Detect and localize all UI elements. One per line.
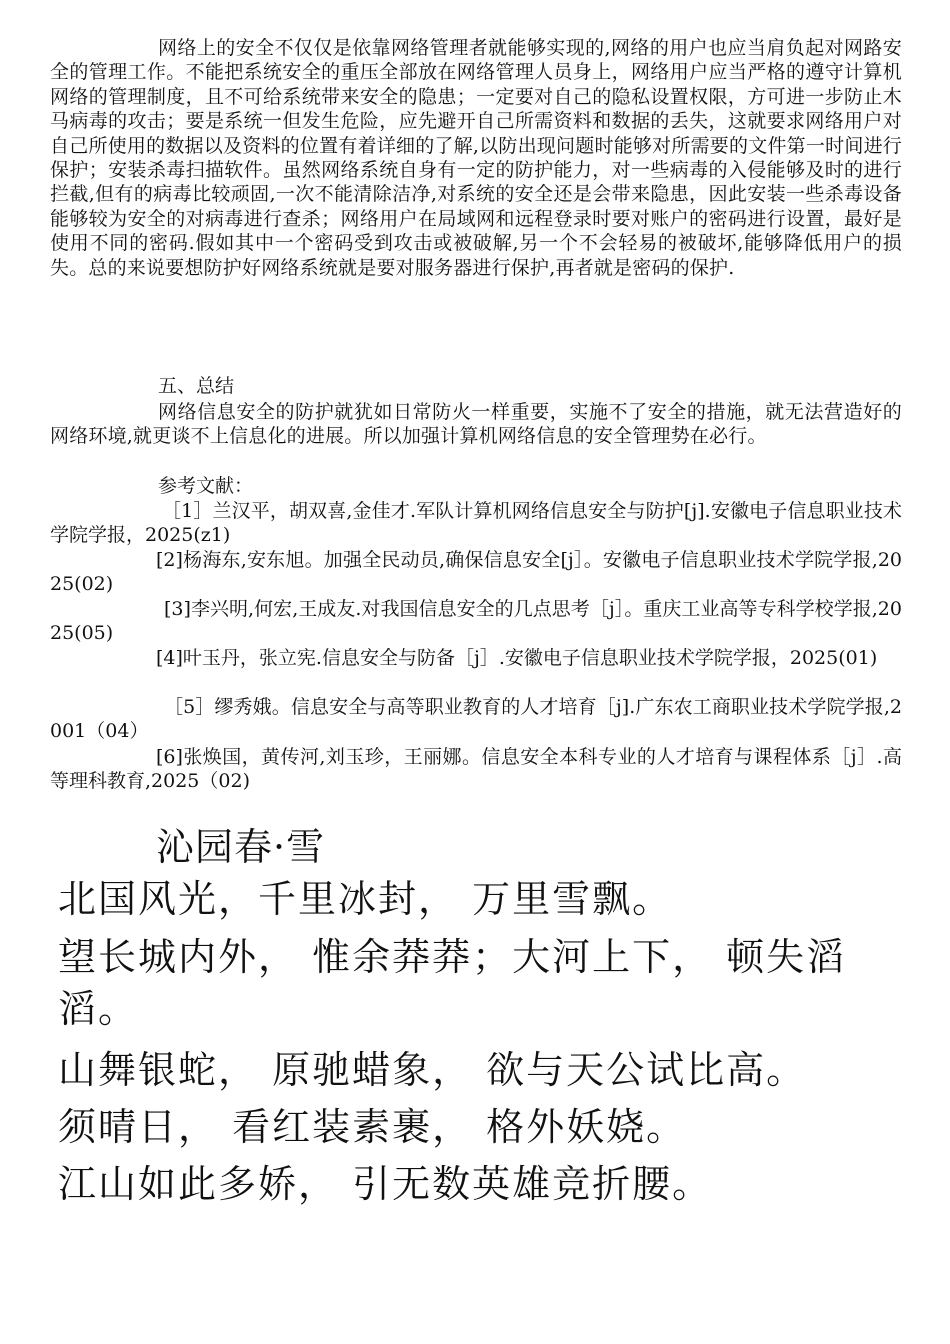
article-paragraph-2: 网络信息安全的防护就犹如日常防火一样重要，实施不了安全的措施，就无法营造好的网络环境,就更谈不上信息化的进展。所以加强计算机网络信息的安全管理势在必行。 (50, 401, 902, 448)
reference-item: ［1］兰汉平，胡双喜,金佳才.军队计算机网络信息安全与防护[j].安徽电子信息职业技术学院学报，2025(z1) (50, 500, 902, 547)
poem-title: 沁园春·雪 (156, 825, 326, 869)
reference-item: ［5］缪秀娥。信息安全与高等职业教育的人才培育［j].广东农工商职业技术学院学报,2001（04） (50, 696, 902, 743)
reference-item: [4]叶玉丹，张立宪.信息安全与防备［j］.安徽电子信息职业技术学院学报，2025(01) (156, 647, 878, 669)
poem-line: 江山如此多娇， 引无数英雄竞折腰。 (58, 1162, 713, 1206)
poem-line: 北国风光，千里冰封， 万里雪飘。 (58, 877, 673, 921)
reference-item: [6]张焕国，黄传河,刘玉珍，王丽娜。信息安全本科专业的人才培育与课程体系［j］.高等理科教育,2025（02) (50, 746, 902, 793)
reference-item: [2]杨海东,安东旭。加强全民动员,确保信息安全[j］。安徽电子信息职业技术学院学报,2025(02) (50, 549, 902, 596)
poem-line: 望长城内外， 惟余莽莽；大河上下， 顿失滔滔。 (58, 935, 847, 1031)
article-paragraph-1: 网络上的安全不仅仅是依靠网络管理者就能够实现的,网络的用户也应当肩负起对网路安全的管理工作。不能把系统安全的重压全部放在网络管理人员身上，网络用户应当严格的遵守计算机网络的管理制度，且不可给系统带来安全的隐患；一定要对自己的隐私设置权限，方可进一步防止木马病毒的攻击；要是系统一但发生危险，应先避开自己所需资料和数据的丢失，这就要求网络用户对自己所使用的数据以及资料的位置有着详细的了解,以防出现问题时能够对所需要的文件第一时间进行保护；安装杀毒扫描软件。虽然网络系统自身有一定的防护能力，对一些病毒的入侵能够及时的进行拦截,但有的病毒比较顽固,一次不能清除洁净,对系统的安全还是会带来隐患，因此安装一些杀毒设备能够较为安全的对病毒进行查杀；网络用户在局域网和远程登录时要对账户的密码进行设置，最好是使用不同的密码.假如其中一个密码受到攻击或被破解,另一个不会轻易的被破坏,能够降低用户的损失。总的来说要想防护好网络系统就是要对服务器进行保护,再者就是密码的保护. (50, 37, 902, 279)
section-heading-summary: 五、总结 (158, 375, 235, 397)
poem-line: 山舞银蛇， 原驰蜡象， 欲与天公试比高。 (58, 1048, 807, 1092)
references-title: 参考文献： (158, 475, 254, 497)
reference-item: [3]李兴明,何宏,王成友.对我国信息安全的几点思考［j］。重庆工业高等专科学校学报,2025(05) (50, 598, 902, 645)
poem-line: 须晴日， 看红装素裹， 格外妖娆。 (58, 1105, 687, 1149)
